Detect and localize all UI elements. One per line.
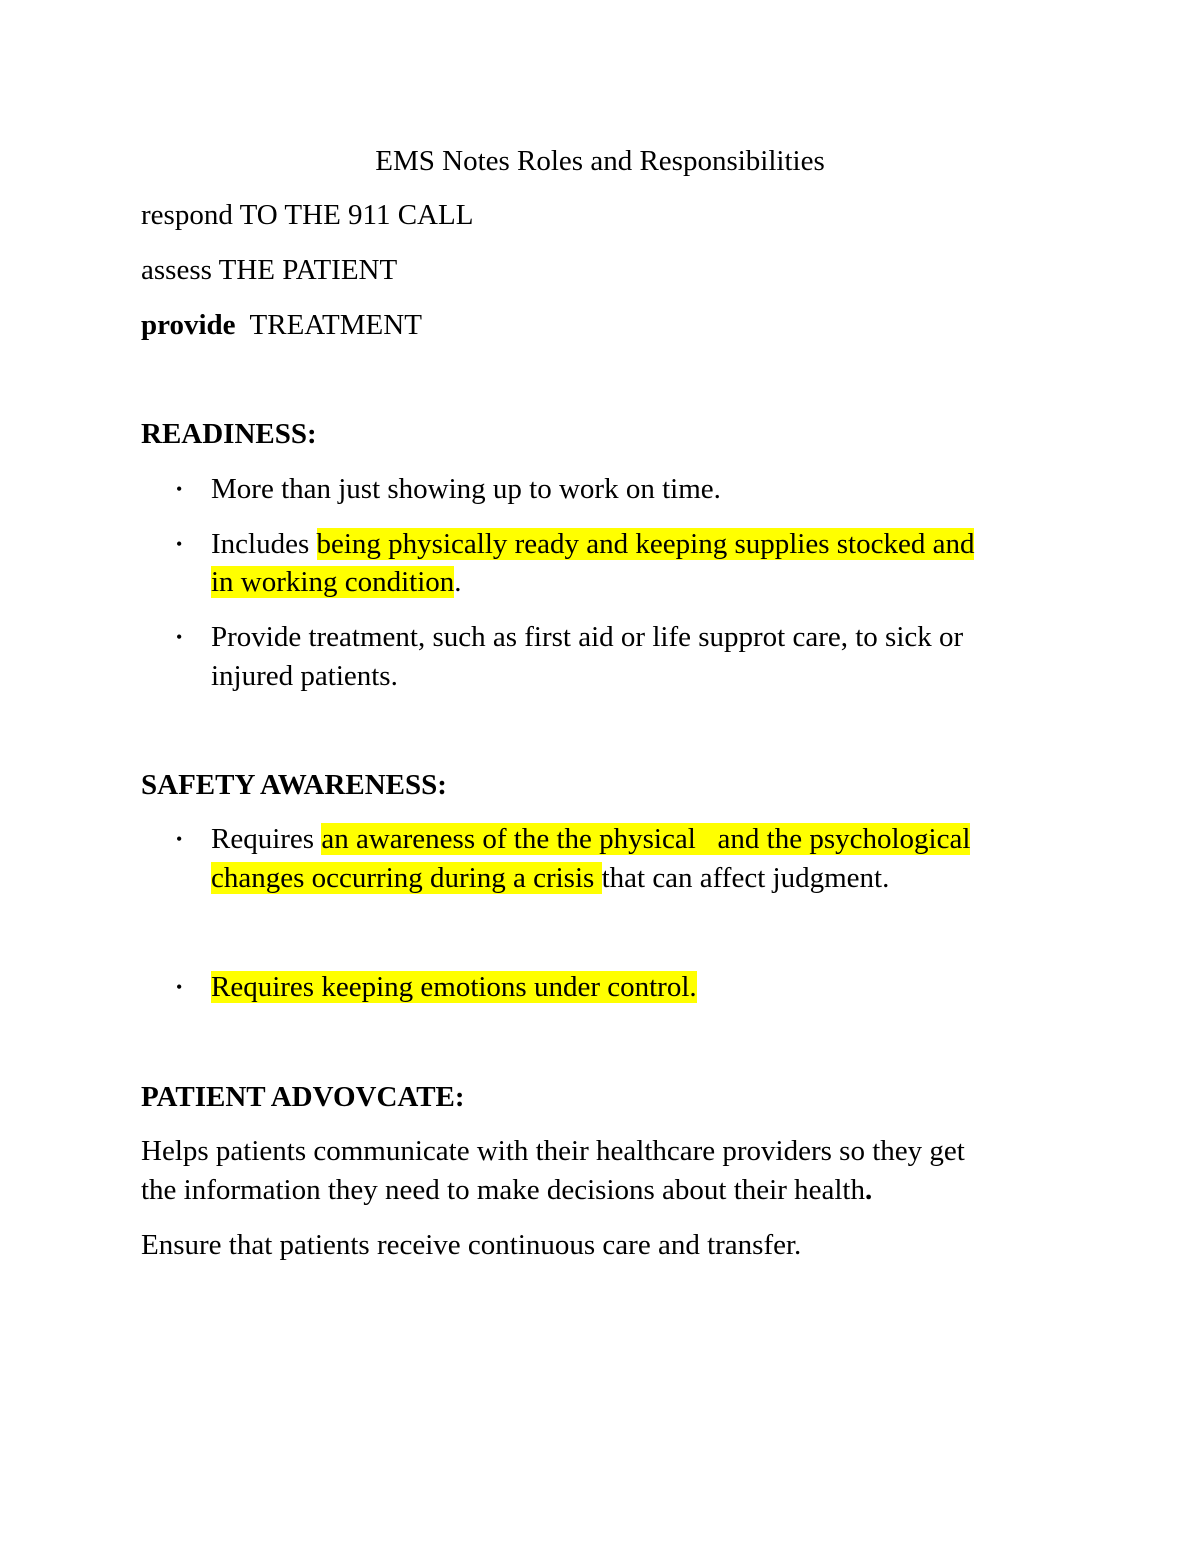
readiness-item-3-line-1: Provide treatment, such as first aid or life supprot care, to sick or [211,621,964,653]
role-assess [141,251,397,289]
role-object: TO THE 911 CALL [239,199,474,231]
role-respond [141,196,473,234]
advocate-paragraph-1-line-2 [141,1171,872,1209]
role-verb: respond [141,199,233,231]
bullet-icon: • [176,829,183,849]
safety-heading: SAFETY AWARENESS: [141,769,447,801]
advocate-paragraph-2: Ensure that patients receive continuous care and transfer. [141,1229,802,1261]
role-object: THE PATIENT [218,254,398,286]
highlighted-text: in working condition [211,566,455,598]
readiness-heading: READINESS: [141,418,317,450]
safety-item-2 [211,968,697,1006]
bullet-icon: • [176,977,183,997]
bullet-icon: • [176,479,183,499]
advocate-heading: PATIENT ADVOVCATE: [141,1081,465,1113]
readiness-item-2-line-1 [211,525,974,563]
safety-item-1-line-2 [211,859,889,897]
readiness-item-3-line-2: injured patients. [211,660,398,692]
plain-text: Requires [211,823,322,855]
role-provide [141,306,422,344]
bullet-icon: • [176,627,183,647]
highlighted-text: Requires keeping emotions under control. [211,971,697,1003]
role-verb: assess [141,254,212,286]
advocate-paragraph-1-line-1: Helps patients communicate with their healthcare providers so they get [141,1135,965,1167]
role-object: TREATMENT [249,309,422,341]
plain-text: the information they need to make decisions about their health [141,1174,865,1206]
role-verb: provide [141,309,236,341]
highlighted-text: being physically ready and keeping supplies stocked and [316,528,975,560]
plain-text: . [454,566,462,598]
document-title: EMS Notes Roles and Responsibilities [375,145,825,177]
safety-item-1-line-1 [211,820,970,858]
bullet-icon: • [176,534,183,554]
highlighted-text: changes occurring during a crisis [211,862,602,894]
readiness-item-1: More than just showing up to work on time. [211,473,721,505]
plain-text: Includes [211,528,317,560]
plain-text: . [864,1174,873,1206]
plain-text: that can affect judgment. [601,862,890,894]
readiness-item-2-line-2 [211,563,462,601]
highlighted-text: an awareness of the the physical and the psychological [321,823,971,855]
